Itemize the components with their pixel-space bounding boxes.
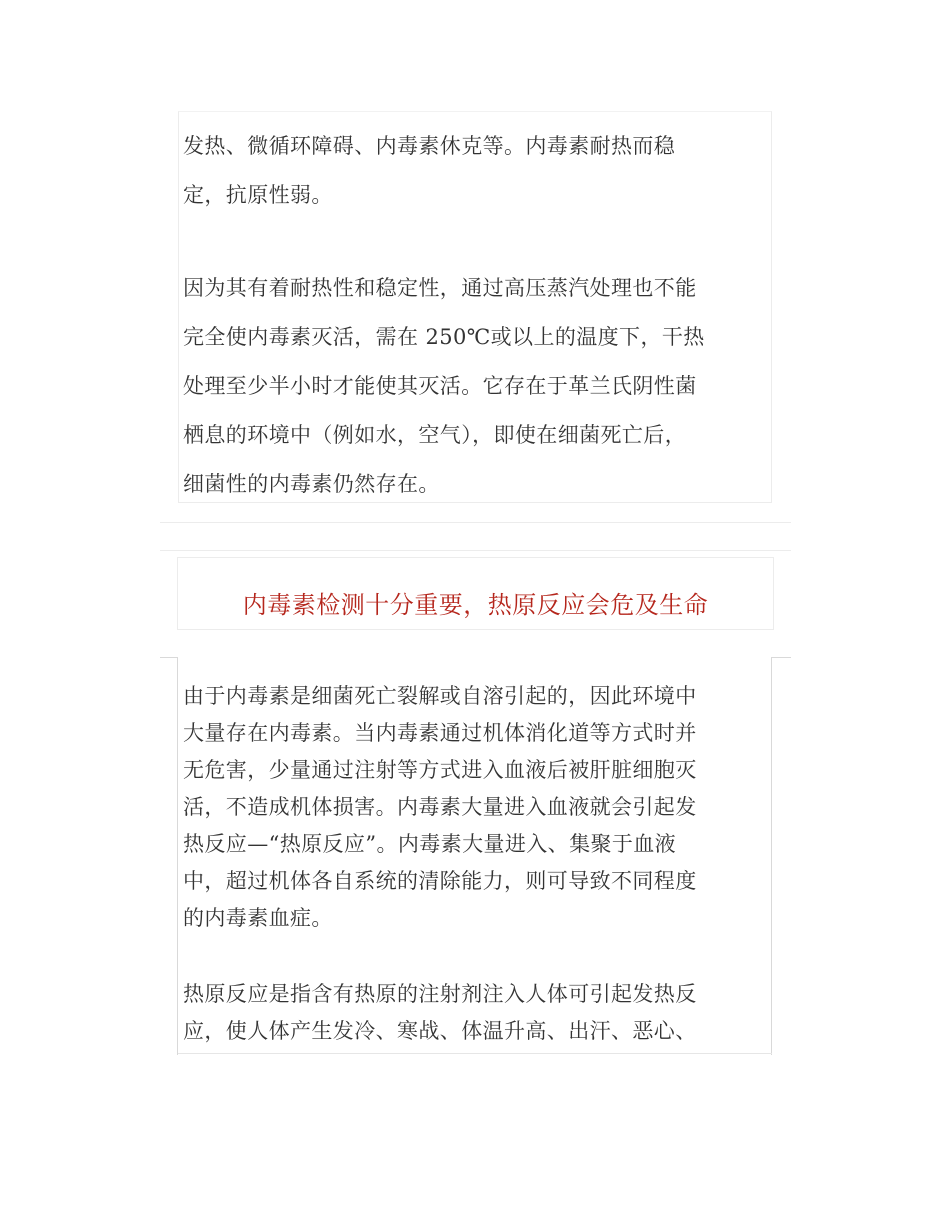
- body-frame-bottom: [178, 1053, 772, 1054]
- body-paragraph-2: 热原反应是指含有热原的注射剂注入人体可引起发热反 应，使人体产生发冷、寒战、体温升高、出汗、恶心、: [183, 982, 697, 1043]
- body-frame-left: [160, 657, 178, 1055]
- intro-paragraph-2: 因为其有着耐热性和稳定性，通过高压蒸汽处理也不能 完全使内毒素灭活，需在 250℃或以上的温度下，干热 处理至少半小时才能使其灭活。它存在于革兰氏阴性菌 栖息的环境中（例如水，空气），即使在细菌死亡后， 细菌性的内毒素仍然存在。: [183, 276, 705, 496]
- body-frame-right: [771, 657, 791, 1055]
- section-heading: 内毒素检测十分重要，热原反应会危及生命: [242, 591, 709, 619]
- section-separator: [160, 522, 791, 551]
- intro-paragraph-1: 发热、微循环障碍、内毒素休克等。内毒素耐热而稳 定，抗原性弱。: [183, 134, 676, 207]
- body-paragraph-1: 由于内毒素是细菌死亡裂解或自溶引起的，因此环境中 大量存在内毒素。当内毒素通过机体消化道等方式时并 无危害，少量通过注射等方式进入血液后被肝脏细胞灭 活，不造成机体损害。内毒素大量进入血液就会引起发 热反应—“热原反应”。内毒素大量进入、集聚于血液 中，超过机体各自系统的清除能力，则可导致不同程度 的内毒素血症。: [183, 684, 697, 930]
